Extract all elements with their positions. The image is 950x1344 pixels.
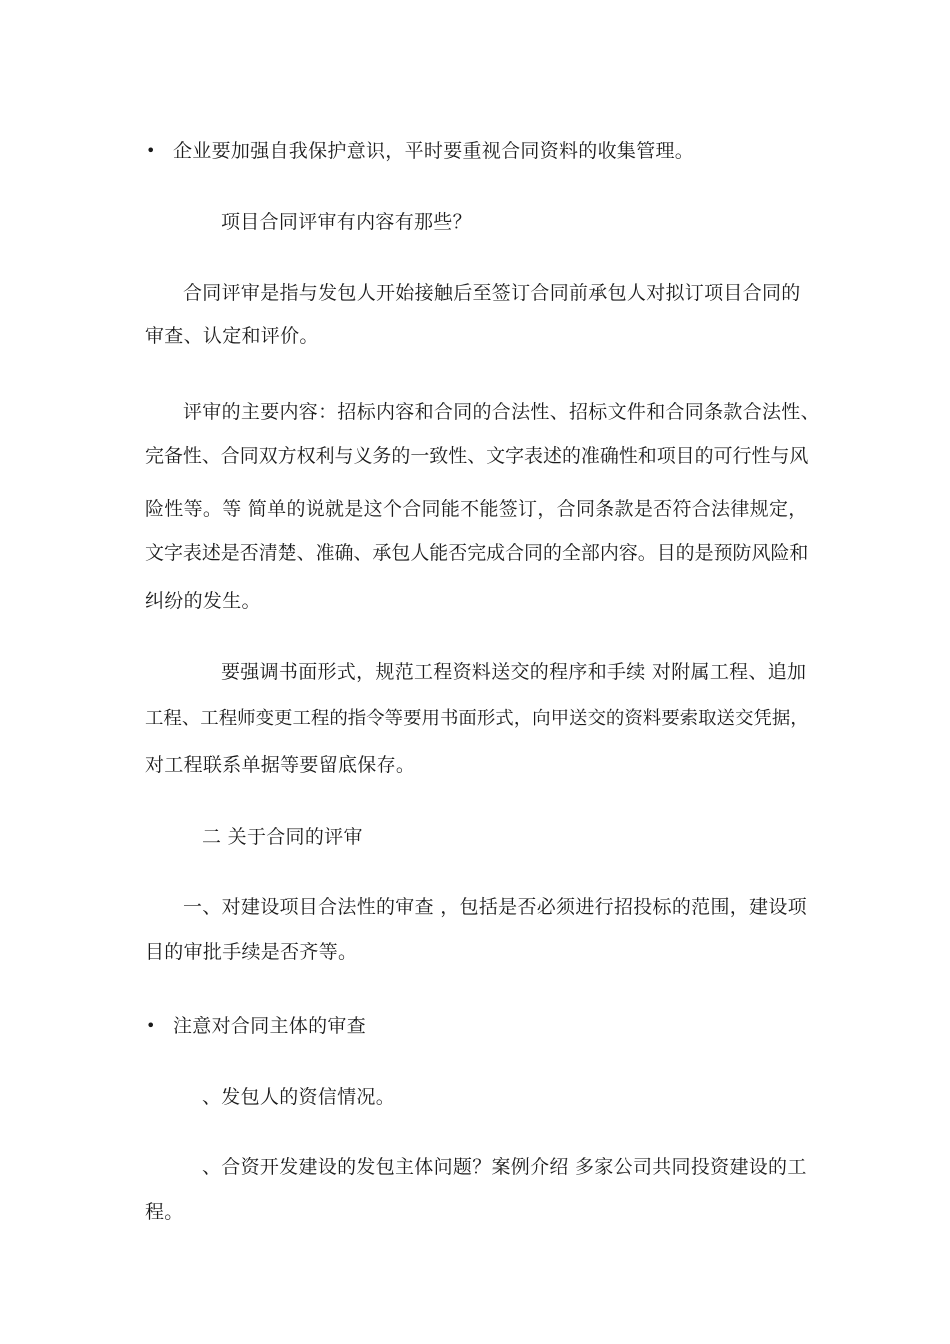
bullet-marker: • [146, 1016, 156, 1035]
section-heading: 二 关于合同的评审 [202, 826, 363, 848]
paragraph-line: 企业要加强自我保护意识，平时要重视合同资料的收集管理。 [173, 140, 695, 162]
paragraph-line: 文字表述是否清楚、准确、承包人能否完成合同的全部内容。目的是预防风险和 [145, 542, 809, 564]
paragraph-line: 、合资开发建设的发包主体问题？案例介绍 多家公司共同投资建设的工 [202, 1156, 807, 1178]
paragraph-line: 工程、工程师变更工程的指令等要用书面形式，向甲送交的资料要索取送交凭据， [145, 708, 809, 729]
paragraph-line: 、发包人的资信情况。 [202, 1086, 396, 1108]
paragraph-line: 评审的主要内容：招标内容和合同的合法性、招标文件和合同条款合法性、 [183, 401, 820, 423]
paragraph-line: 注意对合同主体的审查 [173, 1015, 367, 1037]
paragraph-line: 一、对建设项目合法性的审查 ，包括是否必须进行招投标的范围，建设项 [183, 896, 807, 918]
paragraph-line: 程。 [145, 1201, 184, 1223]
paragraph-line: 纠纷的发生。 [145, 590, 261, 612]
paragraph-line: 要强调书面形式，规范工程资料送交的程序和手续 对附属工程、追加 [221, 661, 807, 683]
paragraph-line: 审查、认定和评价。 [145, 325, 319, 347]
paragraph-line: 目的审批手续是否齐等。 [145, 941, 358, 963]
paragraph-line: 险性等。等 简单的说就是这个合同能不能签订，合同条款是否符合法律规定， [145, 498, 808, 520]
paragraph-line: 对工程联系单据等要留底保存。 [145, 754, 416, 776]
section-heading: 项目合同评审有内容有那些？ [221, 211, 472, 233]
paragraph-line: 合同评审是指与发包人开始接触后至签订合同前承包人对拟订项目合同的 [183, 282, 801, 304]
bullet-marker: • [146, 141, 156, 160]
paragraph-line: 完备性、合同双方权利与义务的一致性、文字表述的准确性和项目的可行性与风 [145, 445, 809, 467]
